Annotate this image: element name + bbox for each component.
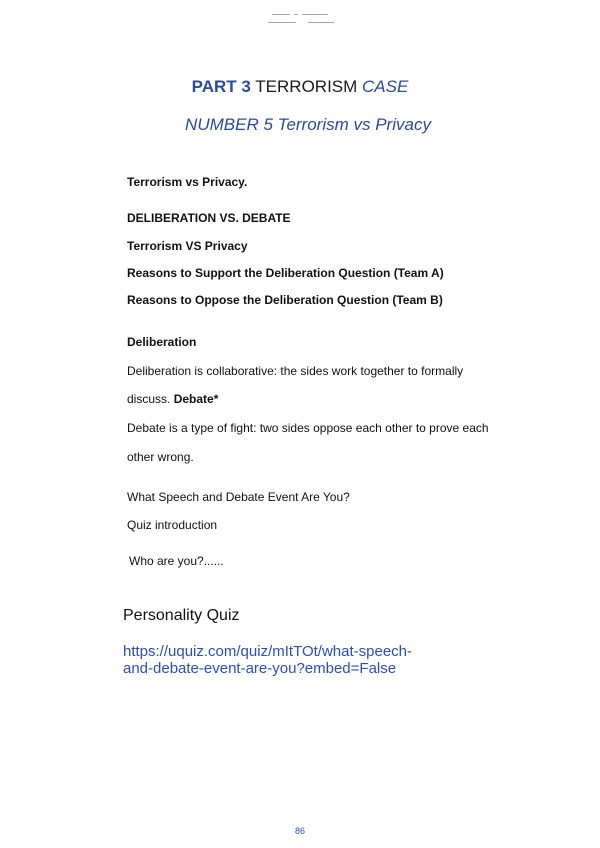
title-case: CASE: [362, 77, 409, 96]
page-subtitle: NUMBER 5 Terrorism vs Privacy: [185, 115, 431, 134]
quiz-link-line1[interactable]: https://uquiz.com/quiz/mItTOt/what-speech-: [123, 643, 413, 660]
event-question: What Speech and Debate Event Are You?: [127, 490, 350, 504]
heading-oppose: Reasons to Oppose the Deliberation Question (Team B): [127, 293, 443, 307]
heading-terrorism-vs-privacy-2: Terrorism VS Privacy: [127, 239, 248, 253]
heading-support: Reasons to Support the Deliberation Question (Team A): [127, 266, 444, 280]
debate-description-2: other wrong.: [127, 450, 194, 464]
heading-deliberation-vs-debate: DELIBERATION VS. DEBATE: [127, 211, 291, 225]
quiz-link[interactable]: [123, 643, 412, 677]
discuss-text: discuss.: [127, 392, 174, 406]
title-middle: TERRORISM: [250, 77, 363, 96]
page-number: 86: [294, 826, 305, 836]
quiz-introduction: Quiz introduction: [127, 518, 218, 532]
deliberation-description-1: Deliberation is collaborative: the sides work together to formally: [127, 364, 464, 378]
personality-quiz-heading: Personality Quiz: [123, 607, 240, 624]
deliberation-description-2: [127, 392, 218, 406]
debate-description-1: Debate is a type of fight: two sides oppose each other to prove each: [127, 421, 489, 435]
title-part: PART 3: [191, 77, 251, 96]
header-decoration: [268, 12, 334, 28]
heading-deliberation: Deliberation: [127, 335, 197, 349]
who-are-you: Who are you?......: [129, 554, 224, 568]
heading-terrorism-vs-privacy: Terrorism vs Privacy.: [127, 175, 248, 189]
quiz-link-line2[interactable]: and-debate-event-are-you?embed=False: [123, 660, 397, 677]
debate-label: Debate*: [173, 392, 219, 406]
page-title: [0, 77, 600, 97]
